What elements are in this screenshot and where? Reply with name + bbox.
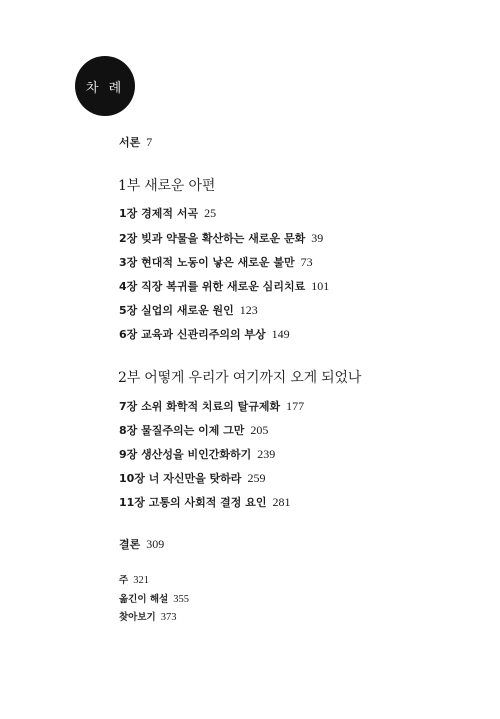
entry-title: 찾아보기 <box>119 612 156 623</box>
toc-index[interactable] <box>119 612 176 624</box>
entry-title: 서론 <box>119 136 141 149</box>
entry-title: 1장 경제적 서곡 <box>119 207 199 220</box>
entry-page: 39 <box>311 231 324 245</box>
entry-page: 239 <box>257 447 276 461</box>
entry-page: 25 <box>204 206 217 220</box>
toc-chapter-1[interactable] <box>119 206 216 221</box>
entry-page: 373 <box>160 612 177 623</box>
part-1-heading: 1부 새로운 아편 <box>118 178 216 194</box>
entry-title: 10장 너 자신만을 탓하라 <box>119 472 242 485</box>
toc-conclusion[interactable] <box>119 537 164 552</box>
toc-chapter-3[interactable] <box>119 255 313 270</box>
entry-title: 8장 물질주의는 이제 그만 <box>119 424 245 437</box>
toc-preface[interactable] <box>119 135 152 150</box>
entry-title: 옮긴이 해설 <box>119 594 169 605</box>
entry-page: 73 <box>300 255 313 269</box>
entry-page: 309 <box>146 537 165 551</box>
entry-title: 6장 교육과 신관리주의의 부상 <box>119 328 266 341</box>
entry-page: 7 <box>146 135 153 149</box>
entry-page: 101 <box>311 279 330 293</box>
toc-chapter-4[interactable] <box>119 279 329 294</box>
part-2-heading: 2부 어떻게 우리가 여기까지 오게 되었나 <box>118 370 362 386</box>
entry-page: 205 <box>250 423 269 437</box>
toc-notes[interactable] <box>119 575 149 587</box>
entry-title: 결론 <box>119 538 141 551</box>
entry-title: 4장 직장 복귀를 위한 새로운 심리치료 <box>119 280 306 293</box>
toc-chapter-5[interactable] <box>119 303 258 318</box>
toc-chapter-9[interactable] <box>119 447 275 462</box>
contents-badge <box>75 56 135 116</box>
entry-title: 7장 소위 화학적 치료의 탈규제화 <box>119 400 281 413</box>
entry-page: 149 <box>271 327 290 341</box>
toc-chapter-11[interactable] <box>119 495 291 510</box>
toc-chapter-8[interactable] <box>119 423 268 438</box>
toc-translator-commentary[interactable] <box>119 594 189 606</box>
contents-title: 차 례 <box>85 80 125 96</box>
entry-page: 321 <box>133 575 149 586</box>
entry-title: 2장 빚과 약물을 확산하는 새로운 문화 <box>119 232 306 245</box>
entry-page: 177 <box>286 399 305 413</box>
entry-title: 9장 생산성을 비인간화하기 <box>119 448 252 461</box>
entry-title: 주 <box>119 575 129 586</box>
toc-chapter-10[interactable] <box>119 471 265 486</box>
entry-page: 259 <box>247 471 266 485</box>
entry-title: 3장 현대적 노동이 낳은 새로운 불만 <box>119 256 295 269</box>
entry-page: 355 <box>173 594 189 605</box>
entry-page: 123 <box>239 303 258 317</box>
entry-title: 11장 고통의 사회적 결정 요인 <box>119 496 267 509</box>
toc-chapter-6[interactable] <box>119 327 290 342</box>
toc-chapter-7[interactable] <box>119 399 304 414</box>
entry-page: 281 <box>272 495 291 509</box>
entry-title: 5장 실업의 새로운 원인 <box>119 304 234 317</box>
toc-chapter-2[interactable] <box>119 231 323 246</box>
